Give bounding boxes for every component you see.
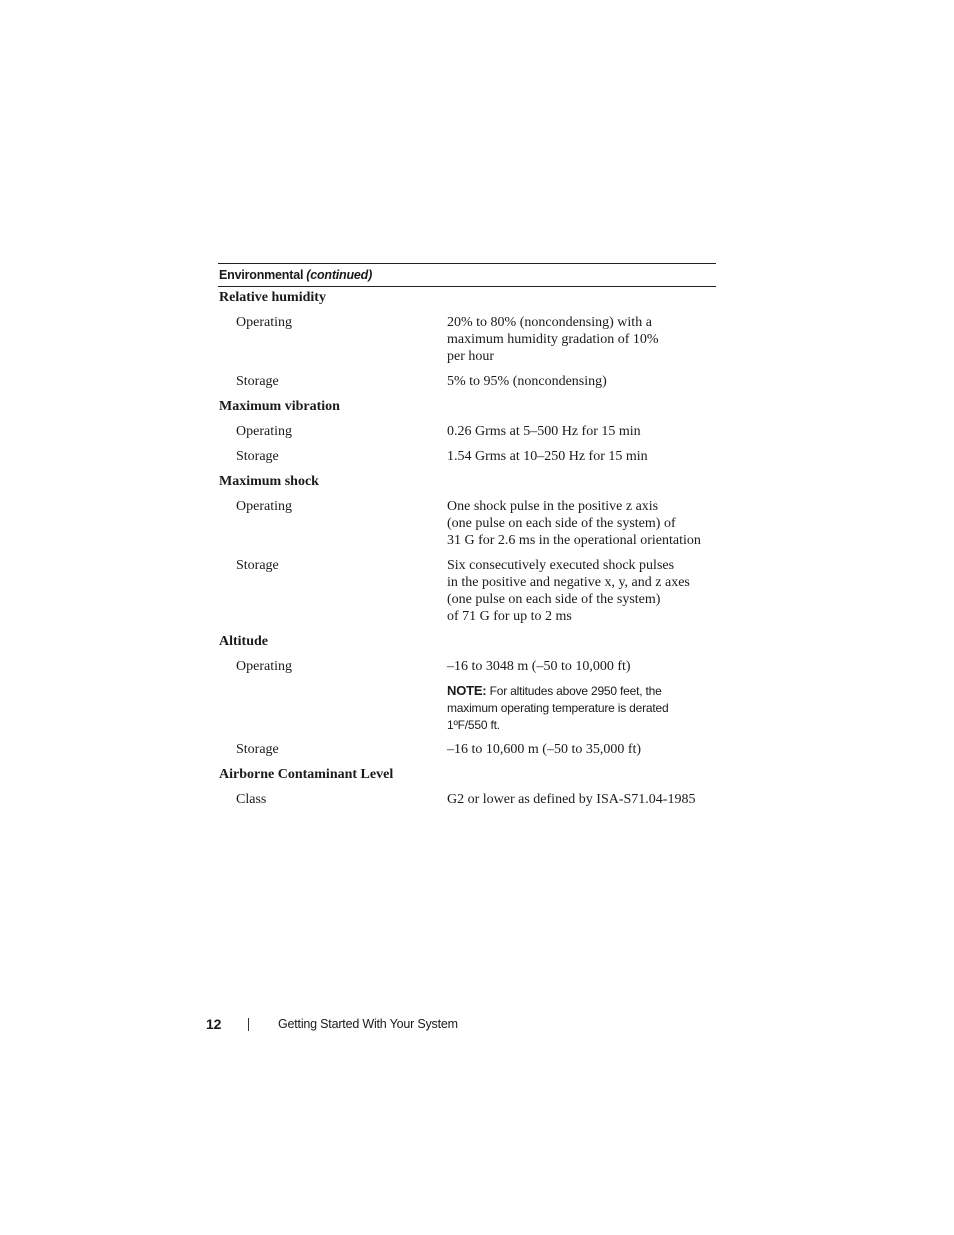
table-header-title: Environmental (219, 268, 304, 282)
category-maximum-shock: Maximum shock (219, 474, 319, 489)
row-label: Operating (236, 315, 292, 330)
value-line: One shock pulse in the positive z axis (447, 499, 659, 514)
row-value (447, 373, 719, 390)
value-line: (one pulse on each side of the system) of (447, 516, 676, 531)
environmental-specs-table (218, 263, 716, 807)
value-line: 0.26 Grms at 5–500 Hz for 15 min (447, 424, 641, 439)
row-value (447, 791, 719, 808)
footer-title: Getting Started With Your System (278, 1017, 458, 1031)
value-line: 20% to 80% (noncondensing) with a (447, 315, 652, 330)
row-value (447, 314, 719, 365)
row-label: Operating (236, 659, 292, 674)
page-number: 12 (206, 1016, 222, 1032)
altitude-note (447, 682, 719, 734)
value-line: –16 to 3048 m (–50 to 10,000 ft) (447, 659, 631, 674)
table-header (218, 263, 716, 287)
row-label: Storage (236, 449, 279, 464)
category-altitude: Altitude (219, 634, 268, 649)
value-line: –16 to 10,600 m (–50 to 35,000 ft) (447, 742, 642, 757)
value-line: of 71 G for up to 2 ms (447, 609, 572, 624)
category-airborne-contaminant: Airborne Contaminant Level (219, 767, 394, 782)
footer-separator (248, 1018, 249, 1031)
row-value (447, 557, 719, 625)
value-line: Six consecutively executed shock pulses (447, 558, 675, 573)
value-line: in the positive and negative x, y, and z axes (447, 575, 690, 590)
note-line: maximum operating temperature is derated (447, 701, 669, 715)
value-line: maximum humidity gradation of 10% (447, 332, 659, 347)
value-line: 5% to 95% (noncondensing) (447, 374, 607, 389)
value-line: 1.54 Grms at 10–250 Hz for 15 min (447, 449, 648, 464)
value-line: G2 or lower as defined by ISA-S71.04-1985 (447, 792, 696, 807)
row-label: Storage (236, 374, 279, 389)
category-relative-humidity: Relative humidity (219, 290, 326, 305)
row-value (447, 423, 719, 440)
row-value (447, 741, 719, 758)
row-label: Storage (236, 742, 279, 757)
row-label: Operating (236, 499, 292, 514)
row-value (447, 448, 719, 465)
row-label: Operating (236, 424, 292, 439)
table-header-continued: (continued) (306, 268, 373, 282)
note-label: NOTE: (447, 683, 487, 698)
note-line: For altitudes above 2950 feet, the (489, 684, 662, 698)
row-label: Storage (236, 558, 279, 573)
row-label: Class (236, 792, 267, 807)
value-line: per hour (447, 349, 495, 364)
value-line: (one pulse on each side of the system) (447, 592, 661, 607)
row-value (447, 658, 719, 734)
note-line: 1ºF/550 ft. (447, 718, 500, 732)
row-value (447, 498, 719, 549)
category-maximum-vibration: Maximum vibration (219, 399, 340, 414)
value-line: 31 G for 2.6 ms in the operational orientation (447, 533, 701, 548)
